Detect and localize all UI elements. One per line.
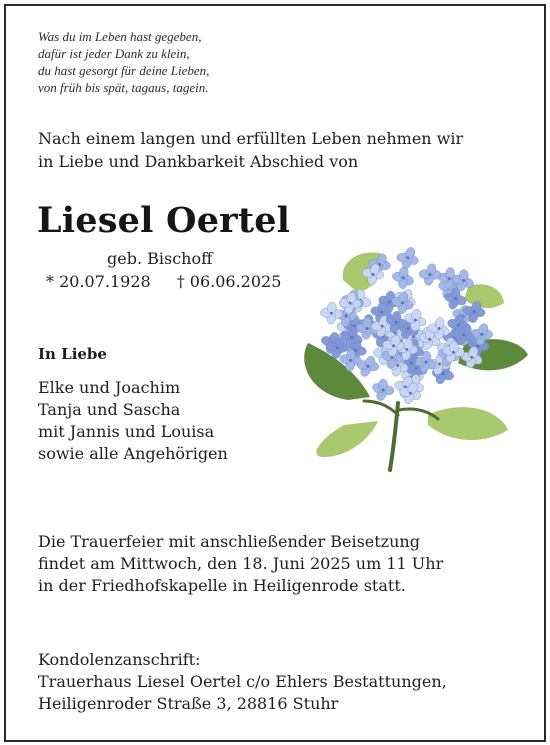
funeral-line: findet am Mittwoch, den 18. Juni 2025 um 11 Uhr bbox=[38, 554, 444, 573]
life-dates bbox=[46, 271, 281, 293]
floret bbox=[397, 246, 420, 270]
mourner-line: Elke und Joachim bbox=[38, 378, 181, 397]
floret-center bbox=[452, 351, 455, 354]
floret-center bbox=[367, 365, 370, 368]
floret-center bbox=[473, 310, 476, 313]
floret-center bbox=[429, 273, 432, 276]
funeral-line: Die Trauerfeier mit anschließender Beisetzung bbox=[38, 532, 420, 551]
birth-date: * 20.07.1928 bbox=[46, 272, 151, 291]
funeral-line: in der Friedhofskapelle in Heiligenrode statt. bbox=[38, 576, 406, 595]
death-date: † 06.06.2025 bbox=[176, 272, 282, 291]
floret-center bbox=[380, 311, 383, 314]
condolence-address bbox=[38, 649, 447, 715]
poem-line: von früh bis spät, tagaus, tagein. bbox=[38, 80, 209, 95]
floret-center bbox=[396, 364, 399, 367]
leaf bbox=[464, 284, 504, 308]
floret-center bbox=[381, 325, 384, 328]
floret-center bbox=[372, 273, 375, 276]
intro-line: in Liebe und Dankbarkeit Abschied von bbox=[38, 152, 359, 171]
floret-center bbox=[410, 361, 413, 364]
mourner-line: mit Jannis und Louisa bbox=[38, 422, 215, 441]
stem bbox=[364, 401, 398, 415]
stems bbox=[364, 401, 438, 470]
floret-center bbox=[392, 344, 395, 347]
floret-center bbox=[409, 392, 412, 395]
intro-text bbox=[38, 127, 463, 173]
floret-center bbox=[480, 333, 483, 336]
floret bbox=[320, 302, 343, 324]
poem-line: dafür ist jeder Dank zu klein, bbox=[38, 46, 190, 61]
floret-center bbox=[414, 319, 417, 322]
hydrangea-flower-icon bbox=[278, 225, 534, 481]
floret-center bbox=[462, 279, 465, 282]
condolence-line: Trauerhaus Liesel Oertel c/o Ehlers Bestattungen, bbox=[38, 672, 447, 691]
floret-center bbox=[402, 276, 405, 279]
condolence-line: Kondolenzanschrift: bbox=[38, 650, 201, 669]
floret-center bbox=[457, 324, 460, 327]
floret-center bbox=[406, 256, 409, 259]
mourners-heading: In Liebe bbox=[38, 345, 107, 363]
floret-center bbox=[336, 346, 339, 349]
mourner-line: Tanja und Sascha bbox=[38, 400, 181, 419]
leaf bbox=[316, 421, 378, 457]
floret-center bbox=[425, 361, 428, 364]
poem-line: du hast gesorgt für deine Lieben, bbox=[38, 63, 210, 78]
floret bbox=[371, 379, 394, 402]
intro-line: Nach einem langen und erfüllten Leben nehmen wir bbox=[38, 129, 464, 148]
floret-center bbox=[349, 359, 352, 362]
floret bbox=[391, 266, 415, 289]
floret-center bbox=[428, 338, 431, 341]
floret-center bbox=[349, 302, 352, 305]
floret-center bbox=[438, 363, 441, 366]
poem-line: Was du im Leben hast gegeben, bbox=[38, 29, 202, 44]
leaf bbox=[428, 407, 508, 440]
floret-center bbox=[471, 356, 474, 359]
funeral-details bbox=[38, 531, 443, 597]
floret-center bbox=[350, 336, 353, 339]
mourner-line: sowie alle Angehörigen bbox=[38, 444, 228, 463]
floret-center bbox=[438, 327, 441, 330]
mourners-list bbox=[38, 377, 228, 465]
birth-name: geb. Bischoff bbox=[107, 249, 213, 268]
floret-center bbox=[395, 321, 398, 324]
poem-verse bbox=[38, 28, 209, 96]
floret-center bbox=[412, 335, 415, 338]
floret-center bbox=[454, 297, 457, 300]
floret-center bbox=[345, 314, 348, 317]
floret-center bbox=[448, 277, 451, 280]
floret-center bbox=[330, 312, 333, 315]
floret-center bbox=[382, 389, 385, 392]
floret-center bbox=[442, 372, 445, 375]
floret-center bbox=[354, 349, 357, 352]
floret-center bbox=[366, 327, 369, 330]
floret-center bbox=[462, 333, 465, 336]
floret-center bbox=[401, 301, 404, 304]
floret-center bbox=[407, 327, 410, 330]
floret bbox=[419, 263, 441, 286]
floret-center bbox=[388, 301, 391, 304]
floret-center bbox=[405, 348, 408, 351]
condolence-line: Heiligenroder Straße 3, 28816 Stuhr bbox=[38, 694, 339, 713]
deceased-name: Liesel Oertel bbox=[37, 200, 291, 241]
